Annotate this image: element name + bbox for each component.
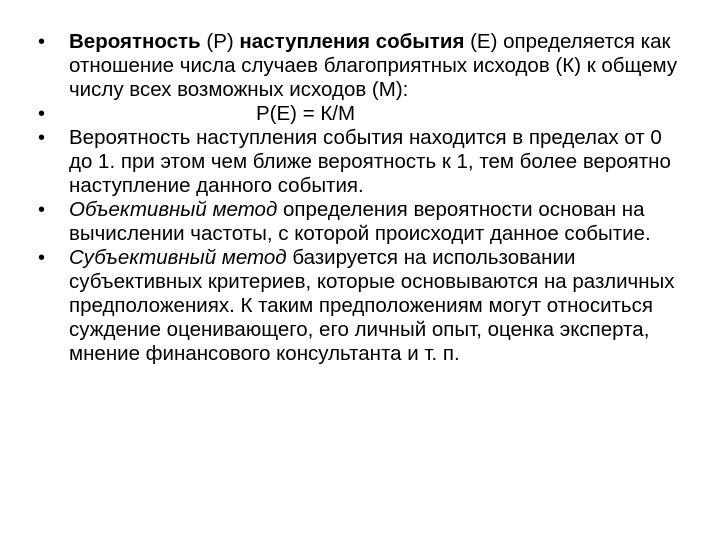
term-probability: Вероятность — [69, 30, 201, 53]
bullet-marker: • — [38, 247, 46, 269]
bullet-marker: • — [38, 127, 46, 149]
objective-method-text: определения вероятности основан на вычислении частоты, с которой происходит данное событие. — [69, 198, 651, 245]
bullet-item-formula — [38, 102, 688, 126]
bullet-item-definition — [38, 30, 688, 102]
bullet-item-objective-method — [38, 198, 688, 246]
term-subjective-method: Субъективный метод — [69, 246, 287, 269]
bullet-item-range — [38, 126, 688, 198]
term-objective-method: Объективный метод — [69, 198, 278, 221]
bullet-item-subjective-method — [38, 246, 688, 366]
subjective-method-text: базируется на использовании субъективных критериев, которые основываются на различных предположениях. К таким предположениям могут относиться суждение оценивающего, его личный опыт, оценка эксперта, мнение финансового консультанта и т. п. — [69, 246, 675, 365]
bullet-marker: • — [38, 103, 46, 125]
range-text: Вероятность наступления события находится в пределах от 0 до 1. при этом чем ближе вероятность к 1, тем более вероятно наступление данного события. — [69, 126, 671, 197]
bullet-marker: • — [38, 199, 46, 221]
definition-text-part1: (Р) — [200, 30, 240, 53]
bullet-list — [38, 30, 688, 366]
probability-formula: Р(Е) = К/М — [256, 102, 356, 125]
definition-text-part2: (Е) определяется как отношение числа случаев благоприятных исходов (К) к общему числу всех возможных исходов (М): — [69, 30, 678, 101]
bullet-marker: • — [38, 31, 46, 53]
term-event-occurrence: наступления события — [239, 30, 465, 53]
